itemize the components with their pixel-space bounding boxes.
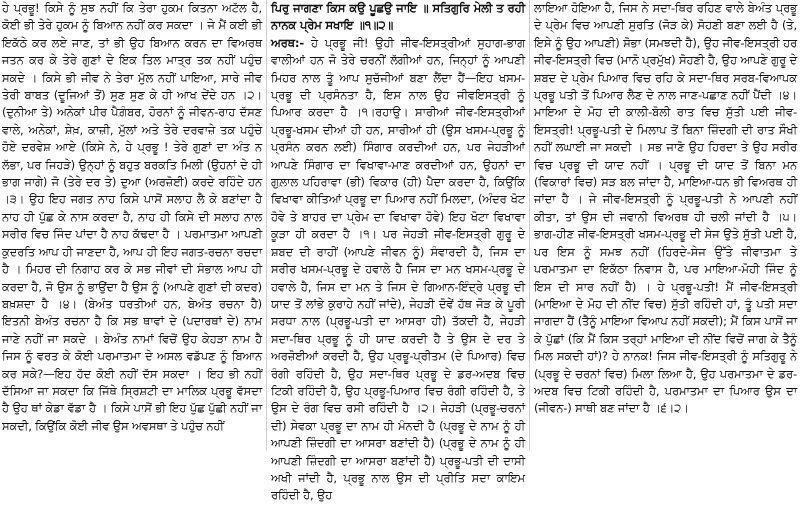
meaning-heading: ਅਰਥ:-	[271, 35, 304, 50]
text-column-left	[0, 0, 266, 451]
text-column-middle	[266, 0, 530, 503]
paragraph: ਹੇ ਪ੍ਰਭੂ! ਕਿਸੇ ਨੂੰ ਸੁਝ ਨਹੀਂ ਕਿ ਤੇਰਾ ਹੁਕਮ ਕਿਤਨਾ ਅਟੱਲ ਹੈ, ਕੋਈ ਭੀ ਤੇਰੇ ਹੁਕਮ ਨੂੰ ਬਿਆਨ ਨਹੀਂ ਕਰ ਸਕਦਾ । ਜੇ ਮੈਂ ਕਈ ਭੀ ਇਕੱਠੇ ਕਰ ਲਏ ਜਾਣ, ਤਾਂ ਭੀ ਉਹ ਬਿਆਨ ਕਰਨ ਦਾ ਵਿਅਰਥ ਜਤਨ ਕਰ ਕੇ ਤੇਰੇ ਗੁਣਾਂ ਦੇ ਇਕ ਤਿਲ ਮਾਤ੍ਰ ਤਕ ਨਹੀਂ ਪਹੁੰਚ ਸਕਦੇ । ਕਿਸੇ ਭੀ ਜੀਵ ਨੇ ਤੇਰਾ ਮੁੱਲ ਨਹੀਂ ਪਾਇਆ, ਸਾਰੇ ਜੀਵ ਤੇਰੀ ਬਾਬਤ (ਦੂਜਿਆਂ ਤੋਂ) ਸੁਣ ਸੁਣ ਕੇ ਹੀ ਆਖ ਦੇਂਦੇ ਹਨ ।੨। (ਦੁਨੀਆ ਤੇ) ਅਨੇਕਾਂ ਪੀਰ ਪੈਗ਼ੰਬਰ, ਹੋਰਨਾਂ ਨੂੰ ਜੀਵਨ-ਰਾਹ ਦੱਸਣ ਵਾਲੇ, ਅਨੇਕਾਂ, ਸ਼ੇਖ਼, ਕਾਜ਼ੀ, ਮੁੱਲਾਂ ਅਤੇ ਤੇਰੇ ਦਰਵਾਜ਼ੇ ਤਕ ਪਹੁੰਚੇ ਹੋਏ ਦਰਵੇਸ਼ ਆਏ (ਕਿਸੇ ਨੇ, ਹੇ ਪ੍ਰਭੂ ! ਤੇਰੇ ਗੁਣਾਂ ਦਾ ਅੰਤ ਨ ਲੱਭਾ, ਪਰ ਜਿਹੜੇ) ਉਨ੍ਹਾਂ ਨੂੰ ਬਹੁਤ ਬਰਕਤਿ ਮਿਲੀ (ਉਹਨਾਂ ਦੇ ਹੀ ਭਾਗ ਜਾਗੇ) ਜੋ (ਤੇਰੇ ਦਰ ਤੇ) ਦੁਆ (ਅਰਜ਼ੋਈ) ਕਰਦੇ ਰਹਿੰਦੇ ਹਨ ।੩। ਉਹ ਇਹ ਜਗਤ ਨਾਹ ਕਿਸੇ ਪਾਸੋਂ ਸਲਾਹ ਲੈ ਕੇ ਬਣਾਂਦਾ ਹੈ ਨਾਹ ਹੀ ਪੁੱਛ ਕੇ ਨਾਸ ਕਰਦਾ ਹੈ, ਨਾਹ ਹੀ ਕਿਸੇ ਦੀ ਸਲਾਹ ਨਾਲ ਸਰੀਰ ਵਿਚ ਜਿੰਦ ਪਾਂਦਾ ਹੈ ਨਾਹ ਕੱਢਦਾ ਹੈ । ਪਰਮਾਤਮਾ ਆਪਣੀ ਕੁਦਰਤਿ ਆਪ ਹੀ ਜਾਣਦਾ ਹੈ, ਆਪ ਹੀ ਇਹ ਜਗਤ-ਰਚਨਾ ਰਚਦਾ ਹੈ । ਮਿਹਰ ਦੀ ਨਿਗਾਹ ਕਰ ਕੇ ਸਭ ਜੀਵਾਂ ਦੀ ਸੰਭਾਲ ਆਪ ਹੀ ਕਰਦਾ ਹੈ, ਜੋ ਉਸ ਨੂੰ ਭਾਉਂਦਾ ਹੈ ਉਸ ਨੂੰ (ਆਪਣੇ ਗੁਣਾਂ ਦੀ ਕਦਰ) ਬਖ਼ਸ਼ਦਾ ਹੈ ।੪। (ਬੇਅੰਤ ਧਰਤੀਆਂ ਹਨ, ਬੇਅੰਤ ਰਚਨਾ ਹੈ) ਇਤਨੀ ਬੇਅੰਤ ਰਚਨਾ ਹੈ ਕਿ ਸਭ ਥਾਵਾਂ ਦੇ (ਪਦਾਰਥਾਂ ਦੇ) ਨਾਮ ਜਾਣੇ ਨਹੀਂ ਜਾ ਸਕਦੇ । ਬੇਅੰਤ ਨਾਮਾਂ ਵਿਚੋਂ ਉਹ ਕੇਹੜਾ ਨਾਮ ਹੈ ਜਿਸ ਨੂੰ ਵਰਤ ਕੇ ਕੋਈ ਪਰਮਾਤਮਾ ਦੇ ਅਸਲ ਵਡੱਪਣ ਨੂੰ ਬਿਆਨ ਕਰ ਸਕੇ?—ਇਹ ਹੱਦ ਕੋਈ ਨਹੀਂ ਦੱਸ ਸਕਦਾ । ਇਹ ਭੀ ਨਹੀਂ ਦੱਸਿਆ ਜਾ ਸਕਦਾ ਕਿ ਜਿੱਥੇ ਸ੍ਰਿਸ਼ਟੀ ਦਾ ਮਾਲਿਕ ਪ੍ਰਭੂ ਵੱਸਦਾ ਹੈ ਉਹ ਥਾਂ ਕੇਡਾ ਵੱਡਾ ਹੈ । ਕਿਸੇ ਪਾਸੋਂ ਭੀ ਇਹ ਪੁੱਛ ਪੁੱਛੀ ਨਹੀਂ ਜਾ ਸਕਦੀ, ਕਿਉਂਕਿ ਕੋਈ ਜੀਵ ਉਸ ਅਵਸਥਾ ਤੇ ਪਹੁੰਚ ਨਹੀਂ	[2, 1, 262, 433]
paragraph: ਲਾਇਆ ਹੋਇਆ ਹੈ, ਜਿਸ ਨੇ ਸਦਾ-ਥਿਰ ਰਹਿਣ ਵਾਲੇ ਬੇਅੰਤ ਪ੍ਰਭੂ ਦੇ ਪ੍ਰੇਮ ਵਿਚ ਆਪਣੀ ਸੁਰਤਿ (ਜੋੜ ਕੇ) ਸੋਹਣੀ ਬਣਾ ਲਈ ਹੈ (ਤੇ, ਇਸੇ ਨੂੰ ਉਹ ਆਪਣੀ) ਸੋਭਾ (ਸਮਝਦੀ ਹੈ), ਉਹ ਜੀਵ-ਇਸਤ੍ਰੀ ਹਰ ਜੀਵ-ਇਸਤ੍ਰੀ ਵਿਚ (ਮਾਨੋ ਪ੍ਰਮੁੱਖ) ਸੋਹਣੀ ਹੈ, ਉਹ ਆਪਣੇ ਗੁਰੂ ਦੇ ਸ਼ਬਦ ਦੇ ਪ੍ਰੇਮ ਪਿਆਰ ਵਿਚ ਰਹਿ ਕੇ ਸਦਾ-ਥਿਰ ਸਰਬ-ਵਿਆਪਕ ਪ੍ਰਭੂ ਪਤੀ ਤੋਂ ਪਿਆਰ ਲੈਣ ਦੇ ਨਾਲ ਜਾਣ-ਪਛਾਣ ਨਹੀਂ ਪੈਂਦੀ ।੪। ਮਾਇਆ ਦੇ ਮੋਹ ਦੀ ਕਾਲੀ-ਬੋਲੀ ਰਾਤ ਵਿਚ ਸੁੱਤੀ ਪਈ ਜੀਵ-ਇਸਤ੍ਰੀ! ਪ੍ਰਭੂ-ਪਤੀ ਦੇ ਮਿਲਾਪ ਤੋਂ ਬਿਨਾ ਜ਼ਿੰਦਗੀ ਦੀ ਰਾਤ ਸੌਖੀ ਨਹੀਂ ਲਘਾਈ ਜਾ ਸਕਦੀ । ਸਭ ਜਾਣੋ ਉਹ ਹਿਰਦਾ ਤੇ ਉਹ ਸਰੀਰ ਵਿਚ ਪ੍ਰਭੂ ਦੀ ਯਾਦ ਨਹੀਂ । ਪ੍ਰਭੂ ਦੀ ਯਾਦ ਤੋਂ ਬਿਨਾ ਮਨ (ਵਿਕਾਰਾਂ ਵਿਚ) ਸੜ ਬਲ ਜਾਂਦਾ ਹੈ, ਮਾਇਆ-ਧਨ ਭੀ ਵਿਅਰਥ ਹੀ ਜਾਂਦਾ ਹੈ । ਜੇ ਜੀਵ-ਇਸਤ੍ਰੀ ਨੂੰ ਪ੍ਰਭੂ-ਪਤੀ ਨੇ ਆਪਣੀ ਨਹੀਂ ਕੀਤਾ, ਤਾਂ ਉਸ ਦੀ ਜਵਾਨੀ ਵਿਅਰਥ ਹੀ ਚਲੀ ਜਾਂਦੀ ਹੈ ।੫। ਭਾਗ-ਹੀਣ ਜੀਵ-ਇਸਤ੍ਰੀ ਖਸਮ-ਪ੍ਰਭੂ ਦੀ ਸੇਜ ਉਤੇ ਸੁੱਤੀ ਪਈ ਹੈ, ਪਰ ਇਸ ਨੂੰ ਸਮਝ ਨਹੀਂ (ਹਿਰਦੇ-ਸੇਜ ਉੱਤੇ ਜੀਵਾਤਮਾ ਤੇ ਪਰਮਾਤਮਾ ਦਾ ਇਕੱਠਾ ਨਿਵਾਸ ਹੈ, ਪਰ ਮਾਇਆ-ਮੋਹੀ ਜਿੰਦ ਨੂੰ ਇਸ ਦੀ ਸਾਰ ਨਹੀਂ ਹੈ) । ਹੇ ਪ੍ਰਭੂ-ਪਤੀ! ਮੈਂ ਜੀਵ-ਇਸਤ੍ਰੀ (ਮਾਇਆ ਦੇ ਮੋਹ ਦੀ ਨੀਂਦ ਵਿਚ) ਸੁੱਤੀ ਰਹਿੰਦੀ ਹਾਂ, ਤੂੰ ਪਤੀ ਸਦਾ ਜਾਗਦਾ ਹੈਂ (ਤੈਨੂੰ ਮਾਇਆ ਵਿਆਪ ਨਹੀਂ ਸਕਦੀ); ਮੈਂ ਕਿਸ ਪਾਸੋਂ ਜਾ ਕੇ ਪੁੱਛਾਂ (ਕਿ ਮੈਂ ਕਿਸ ਤਰ੍ਹਾਂ ਮਾਇਆ ਦੀ ਨੀਂਦ ਵਿਚੋਂ ਜਾਗ ਕੇ ਤੈਨੂੰ ਮਿਲ ਸਕਦੀ ਹਾਂ)? ਹੇ ਨਾਨਕ! ਜਿਸ ਜੀਵ-ਇਸਤ੍ਰੀ ਨੂੰ ਸਤਿਗੁਰੂ ਨੇ (ਪ੍ਰਭੂ ਦੇ ਚਰਨਾਂ ਵਿਚ) ਮਿਲਾ ਲਿਆ ਹੈ, ਉਹ ਪਰਮਾਤਮਾ ਦੇ ਡਰ-ਅਦਬ ਵਿਚ ਟਿਕੀ ਰਹਿੰਦੀ ਹੈ, ਪਰਮਾਤਮਾ ਦਾ ਪਿਆਰ ਉਸ ਦਾ (ਜੀਵਨ-) ਸਾਥੀ ਬਣ ਜਾਂਦਾ ਹੈ ।੬।੨।	[534, 1, 797, 416]
paragraph: ਹੇ ਪ੍ਰਭੂ ਜੀ! ਉਹੀ ਜੀਵ-ਇਸਤ੍ਰੀਆਂ ਸੁਹਾਗ-ਭਾਗ ਵਾਲੀਆਂ ਹਨ ਜੋ ਤੇਰੇ ਚਰਨੀਂ ਲੱਗੀਆਂ ਹਨ, ਜਿਨ੍ਹਾਂ ਨੂੰ ਆਪਣੀ ਮਿਹਰ ਨਾਲ ਤੂੰ ਆਪ ਸੁਚੱਜੀਆਂ ਬਣਾ ਲੈਂਦਾ ਹੈਂ—ਇਹ ਖਸਮ-ਪ੍ਰਭੂ ਦੀ ਪ੍ਰਸੰਨਤਾ ਹੈ, ਇਸ ਨਾਲ ਉਹ ਜੀਵਇਸਤ੍ਰੀ ਨੂੰ ਪਿਆਰ ਕਰਦਾ ਹੈ ।੧।ਰਹਾਉ। ਸਾਰੀਆਂ ਜੀਵ-ਇਸਤ੍ਰੀਆਂ ਪ੍ਰਭੂ-ਖਸਮ ਦੀਆਂ ਹੀ ਹਨ, ਸਾਰੀਆਂ ਹੀ (ਉਸ ਖਸਮ-ਪ੍ਰਭੂ ਨੂੰ ਪ੍ਰਸੰਨ ਕਰਨ ਲਈ) ਸਿੰਗਾਰ ਕਰਦੀਆਂ ਹਨ, ਪਰ ਜੇਹੜੀਆਂ ਆਪਣੇ ਸਿੰਗਾਰ ਦਾ ਵਿਖਾਵਾ-ਮਾਣ ਕਰਦੀਆਂ ਹਨ, ਉਹਨਾਂ ਦਾ ਗੁਲ਼ਾਲ ਪਹਿਰਾਵਾ (ਭੀ) ਵਿਕਾਰ (ਹੀ) ਪੈਦਾ ਕਰਦਾ ਹੈ, ਕਿਉਂਕਿ ਵਿਖਾਵਾ ਕੀਤਿਆਂ ਪ੍ਰਭੂ ਦਾ ਪਿਆਰ ਨਹੀਂ ਮਿਲਦਾ, (ਅੰਦਰ ਖੋਟ ਹੋਵੇ ਤੇ ਬਾਹਰ ਦਾ ਪ੍ਰੇਮ ਦਾ ਵਿਖਾਵਾ ਹੋਵੇ) ਇਹ ਖੋਟਾ ਵਿਖਾਵਾ ਕੂੜਾ ਹੀ ਕਰਦਾ ਹੈ ।੧। ਪਰ ਜੇਹੜੀ ਜੀਵ-ਇਸਤ੍ਰੀ ਗੁਰੂ ਦੇ ਸ਼ਬਦ ਦੀ ਰਾਹੀਂ (ਆਪਣੇ ਜੀਵਨ ਨੂੰ) ਸੰਵਾਰਦੀ ਹੈ, ਜਿਸ ਦਾ ਸਰੀਰ ਖਸਮ-ਪ੍ਰਭੂ ਦੇ ਹਵਾਲੇ ਹੈ ਜਿਸ ਦਾ ਮਨ ਖਸਮ-ਪ੍ਰਭੂ ਦੇ ਹਵਾਲੇ ਹੈ, ਜਿਸ ਦਾ ਮਨ ਤੇ ਜਿਸ ਦੇ ਗਿਆਨ-ਇੰਦ੍ਰੇ ਪ੍ਰਭੂ ਦੀ ਯਾਦ ਤੋਂ ਲਾਂਭੇ ਕੁਰਾਹੇ ਨਹੀਂ ਜਾਂਦੇ), ਜੇਹੜੀ ਦੋਵੇਂ ਹੱਥ ਜੋੜ ਕੇ ਪੂਰੀ ਸਰਧਾ ਨਾਲ (ਪ੍ਰਭੂ-ਪਤੀ ਦਾ ਆਸਰਾ ਹੀ) ਤੱਕਦੀ ਹੈ, ਜੇਹੜੀ ਸਦਾ-ਥਿਰ ਪ੍ਰਭੂ ਨੂੰ ਹੀ ਯਾਦ ਕਰਦੀ ਹੈ ਤੇ ਉਸ ਦੇ ਦਰ ਤੇ ਅਰਜ਼ੋਈਆਂ ਕਰਦੀ ਹੈ, ਉਹ ਪ੍ਰਭੂ-ਪ੍ਰੀਤਮ (ਦੇ ਪਿਆਰ) ਵਿਚ ਰੰਗੀ ਰਹਿੰਦੀ ਹੈ, ਉਹ ਸਦਾ-ਥਿਰ ਪ੍ਰਭੂ ਦੇ ਡਰ-ਅਦਬ ਵਿਚ ਟਿਕੀ ਰਹਿੰਦੀ ਹੈ, ਉਹ ਪ੍ਰਭੂ-ਪਿਆਰ ਵਿਚ ਰੰਗੀ ਰਹਿੰਦੀ ਹੈ, ਤੇ ਉਸ ਦੇ ਰੰਗ ਵਿਚ ਰਸੀ ਰਹਿੰਦੀ ਹੈ ।੨। ਜੇਹੜੀ (ਪ੍ਰਭੂ-ਚਰਨਾਂ ਦੀ) ਸੇਵਕਾ ਪ੍ਰਭੂ ਦਾ ਨਾਮ ਹੀ ਮੰਨਦੀ ਹੈ (ਪ੍ਰਭੂ ਦੇ ਨਾਮ ਨੂੰ ਹੀ ਆਪਣੀ ਜ਼ਿੰਦਗੀ ਦਾ ਆਸਰਾ ਬਣਾਂਦੀ ਹੈ) (ਪ੍ਰਭੂ ਦੇ ਨਾਮ ਨੂੰ ਹੀ ਆਪਣੀ ਜ਼ਿੰਦਗੀ ਦਾ ਆਸਰਾ ਬਣਾਂਦੀ ਹੈ) ਪ੍ਰਭੂ-ਪਤੀ ਦੀ ਦਾਸੀ ਅਖੀ ਜਾਂਦੀ ਹੈ, ਪ੍ਰਭੂ ਨਾਲ ਉਸ ਦੀ ਪ੍ਰੀਤਿ ਸਦਾ ਕਾਇਮ ਰਹਿੰਦੀ ਹੈ, ਉਹ	[271, 35, 525, 503]
paragraph-with-heading	[271, 35, 525, 505]
verse-line: ਪਿਰੁ ਜਾਗਣਾ ਕਿਸ ਕਉ ਪੂਛਉ ਜਾਇ ॥ ਸਤਿਗੁਰਿ ਮੇਲੀ ਤ ਰਹੀ ਨਾਨਕ ਪ੍ਰੇਮ ਸਖਾਇ ॥੧॥੨॥	[271, 1, 525, 33]
text-column-right	[530, 0, 800, 451]
